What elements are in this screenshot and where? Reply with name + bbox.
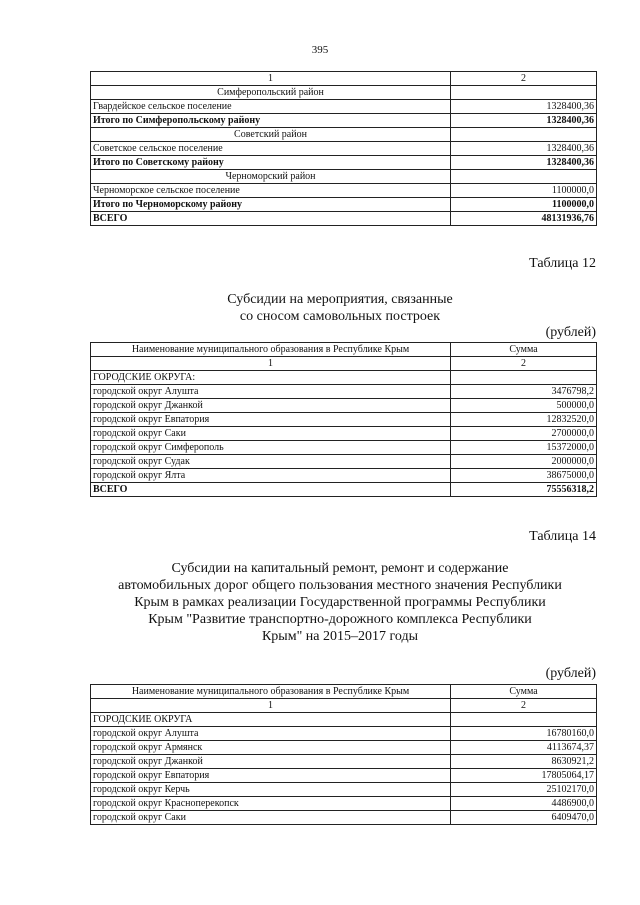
- row-value: 8630921,2: [451, 755, 597, 769]
- column-number-row: [91, 72, 597, 86]
- row-name: городской округ Красноперекопск: [91, 797, 451, 811]
- table-row: [91, 727, 597, 741]
- row-name: городской округ Керчь: [91, 783, 451, 797]
- group-name: ГОРОДСКИЕ ОКРУГА: [91, 713, 451, 727]
- title-line: Крым "Развитие транспортно-дорожного комплекса Республики: [148, 612, 532, 627]
- table-14-title: [0, 560, 640, 645]
- row-name: городской округ Джанкой: [91, 399, 451, 413]
- title-line: Субсидии на капитальный ремонт, ремонт и содержание: [171, 561, 509, 576]
- table-row: [91, 100, 597, 114]
- section-name: Советский район: [91, 128, 451, 142]
- empty-cell: [451, 128, 597, 142]
- row-name: Итого по Симферопольскому району: [91, 114, 451, 128]
- table-row: [91, 427, 597, 441]
- row-value: 15372000,0: [451, 441, 597, 455]
- section-row: [91, 170, 597, 184]
- row-value: 1328400,36: [451, 142, 597, 156]
- row-name: городской округ Евпатория: [91, 769, 451, 783]
- column-header-sum: Сумма: [451, 343, 597, 357]
- row-name: ВСЕГО: [91, 483, 451, 497]
- row-value: 3476798,2: [451, 385, 597, 399]
- row-name: Черноморское сельское поселение: [91, 184, 451, 198]
- row-name: Гвардейское сельское поселение: [91, 100, 451, 114]
- row-value: 4486900,0: [451, 797, 597, 811]
- row-value: 1100000,0: [451, 184, 597, 198]
- section-row: [91, 128, 597, 142]
- total-row: [91, 483, 597, 497]
- title-line: Крым в рамках реализации Государственной программы Республики: [134, 595, 546, 610]
- group-row: [91, 371, 597, 385]
- row-name: Советское сельское поселение: [91, 142, 451, 156]
- page-number: 395: [311, 44, 329, 56]
- table-row: [91, 783, 597, 797]
- row-name: городской округ Симферополь: [91, 441, 451, 455]
- column-number-row: [91, 357, 597, 371]
- table-row: [91, 755, 597, 769]
- table-row: [91, 797, 597, 811]
- table-row: [91, 385, 597, 399]
- column-header-name: Наименование муниципального образования в Республике Крым: [91, 685, 451, 699]
- row-name: городской округ Армянск: [91, 741, 451, 755]
- title-line: со сносом самовольных построек: [239, 309, 441, 324]
- table-row: [91, 769, 597, 783]
- row-value: 12832520,0: [451, 413, 597, 427]
- row-value: 1328400,36: [451, 100, 597, 114]
- row-name: Итого по Советскому району: [91, 156, 451, 170]
- column-number: 1: [91, 357, 451, 371]
- row-name: городской округ Саки: [91, 811, 451, 825]
- table-14-unit: (рублей): [545, 666, 596, 681]
- table-row: [91, 469, 597, 483]
- row-value: 75556318,2: [451, 483, 597, 497]
- row-value: 1328400,36: [451, 114, 597, 128]
- table-14-label: Таблица 14: [529, 529, 596, 544]
- table-12: [90, 342, 597, 497]
- table-12-label: Таблица 12: [529, 256, 596, 271]
- table-12-unit: (рублей): [545, 325, 596, 340]
- table-row: [91, 399, 597, 413]
- row-value: 2000000,0: [451, 455, 597, 469]
- table-12-title: [0, 291, 640, 325]
- column-number: 1: [91, 72, 451, 86]
- row-value: 1100000,0: [451, 198, 597, 212]
- continuation-table: [90, 71, 597, 226]
- row-value: 6409470,0: [451, 811, 597, 825]
- title-line: Субсидии на мероприятия, связанные: [227, 292, 453, 307]
- table-14: [90, 684, 597, 825]
- row-value: 2700000,0: [451, 427, 597, 441]
- row-value: 17805064,17: [451, 769, 597, 783]
- empty-cell: [451, 713, 597, 727]
- row-value: 38675000,0: [451, 469, 597, 483]
- group-row: [91, 713, 597, 727]
- row-name: Итого по Черноморскому району: [91, 198, 451, 212]
- empty-cell: [451, 170, 597, 184]
- section-name: Симферопольский район: [91, 86, 451, 100]
- column-number: 2: [451, 72, 597, 86]
- empty-cell: [451, 371, 597, 385]
- row-value: 16780160,0: [451, 727, 597, 741]
- column-number: 2: [451, 357, 597, 371]
- table-row: [91, 811, 597, 825]
- row-value: 48131936,76: [451, 212, 597, 226]
- group-name: ГОРОДСКИЕ ОКРУГА:: [91, 371, 451, 385]
- row-name: городской округ Ялта: [91, 469, 451, 483]
- empty-cell: [451, 86, 597, 100]
- title-line: автомобильных дорог общего пользования местного значения Республики: [118, 578, 562, 593]
- table-row: [91, 441, 597, 455]
- table-row: [91, 741, 597, 755]
- title-line: Крым" на 2015–2017 годы: [261, 629, 419, 644]
- table-row: [91, 413, 597, 427]
- total-row: [91, 156, 597, 170]
- section-name: Черноморский район: [91, 170, 451, 184]
- section-row: [91, 86, 597, 100]
- column-number-row: [91, 699, 597, 713]
- column-header-name: Наименование муниципального образования в Республике Крым: [91, 343, 451, 357]
- row-name: городской округ Алушта: [91, 727, 451, 741]
- row-name: городской округ Судак: [91, 455, 451, 469]
- row-name: городской округ Джанкой: [91, 755, 451, 769]
- row-name: ВСЕГО: [91, 212, 451, 226]
- header-row: [91, 685, 597, 699]
- table-row: [91, 455, 597, 469]
- row-value: 25102170,0: [451, 783, 597, 797]
- total-row: [91, 114, 597, 128]
- total-row: [91, 212, 597, 226]
- row-name: городской округ Алушта: [91, 385, 451, 399]
- row-name: городской округ Евпатория: [91, 413, 451, 427]
- table-row: [91, 142, 597, 156]
- row-value: 4113674,37: [451, 741, 597, 755]
- table-row: [91, 184, 597, 198]
- column-header-sum: Сумма: [451, 685, 597, 699]
- header-row: [91, 343, 597, 357]
- row-name: городской округ Саки: [91, 427, 451, 441]
- column-number: 2: [451, 699, 597, 713]
- row-value: 1328400,36: [451, 156, 597, 170]
- row-value: 500000,0: [451, 399, 597, 413]
- column-number: 1: [91, 699, 451, 713]
- total-row: [91, 198, 597, 212]
